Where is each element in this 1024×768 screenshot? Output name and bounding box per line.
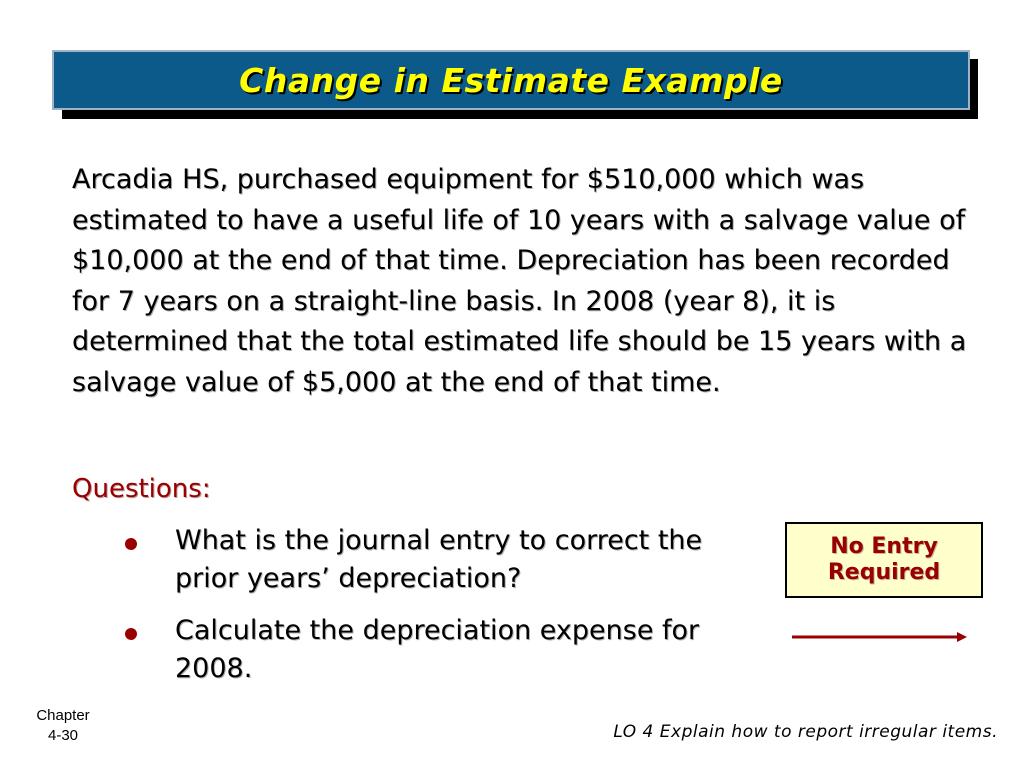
right-arrow-icon (792, 629, 967, 645)
callout-line-2: Required (827, 560, 941, 585)
question-item-2 (125, 612, 765, 688)
learning-objective-footer: LO 4 Explain how to report irregular items. (613, 722, 998, 742)
chapter-label (28, 706, 98, 746)
question-item-1 (125, 522, 765, 598)
bullet-dot-icon (125, 628, 137, 640)
title-bar (52, 50, 970, 110)
slide-title: Change in Estimate Example (239, 60, 783, 100)
question-text-1: What is the journal entry to correct the prior years’ depreciation? (175, 525, 703, 594)
questions-heading: Questions: (72, 474, 211, 504)
problem-description: Arcadia HS, purchased equipment for $510,000 which was estimated to have a useful life of 10 years with a salvage value of $10,000 at the end of that time. Depreciation has been recorded for 7 years on a straight-line basis. In 2008 (year 8), it is determined that the total estimated life should be 15 years with a salvage value of $5,000 at the end of that time. (72, 164, 967, 398)
callout-line-1: No Entry (830, 534, 938, 559)
chapter-label-text: Chapter (36, 707, 90, 724)
bullet-dot-icon (125, 538, 137, 550)
question-text-2: Calculate the depreciation expense for 2008. (175, 615, 700, 684)
chapter-number: 4-30 (47, 727, 79, 744)
answer-callout (785, 522, 983, 598)
